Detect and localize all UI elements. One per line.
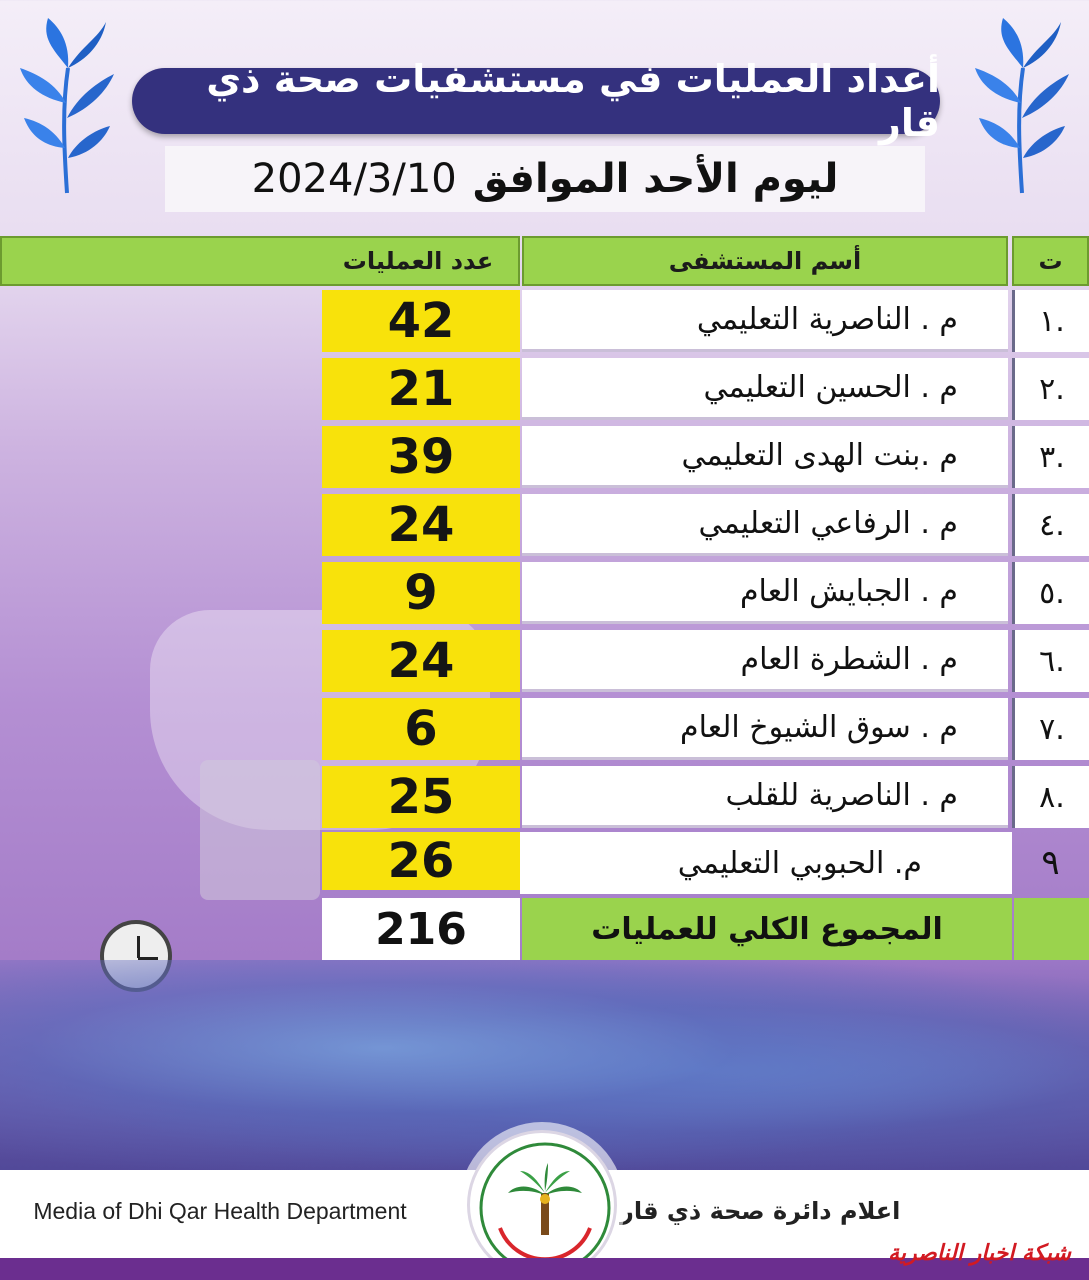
table-row (322, 832, 1089, 894)
row-index: ١. (1012, 290, 1089, 352)
operation-count: 6 (322, 698, 520, 760)
date-line (165, 146, 925, 212)
total-label: المجموع الكلي للعمليات (522, 898, 1012, 960)
operation-count: 24 (322, 630, 520, 692)
table-row (322, 766, 1089, 828)
monitor-shape (200, 760, 320, 900)
hospital-name: م . الناصرية التعليمي (522, 290, 1008, 352)
table-header (0, 236, 1089, 286)
row-index: ٤. (1012, 494, 1089, 556)
table-row (322, 698, 1089, 760)
page-title: أعداد العمليات في مستشفيات صحة ذي قار (132, 68, 940, 134)
hospital-name: م . سوق الشيوخ العام (522, 698, 1008, 760)
header-hospital: أسم المستشفى (522, 236, 1008, 286)
table-row (322, 630, 1089, 692)
total-row (322, 898, 1089, 960)
row-index: ٧. (1012, 698, 1089, 760)
table-row (322, 358, 1089, 420)
hospital-name: م . الناصرية للقلب (522, 766, 1008, 828)
table-row (322, 290, 1089, 352)
hospital-name: م . الشطرة العام (522, 630, 1008, 692)
header-count (0, 236, 520, 286)
date-value: 2024/3/10 (251, 156, 457, 202)
operation-count: 9 (322, 562, 520, 624)
footer-arabic-text: اعلام دائرة صحة ذي قار (620, 1197, 901, 1225)
table-row (322, 494, 1089, 556)
operation-count: 25 (322, 766, 520, 828)
hospital-name: م . الحسين التعليمي (522, 358, 1008, 420)
footer-english-text: Media of Dhi Qar Health Department (33, 1197, 407, 1224)
row-index: ٦. (1012, 630, 1089, 692)
row-index: ٥. (1012, 562, 1089, 624)
total-value: 216 (322, 898, 520, 960)
table-row (322, 562, 1089, 624)
hospital-name: م. الحبوبي التعليمي (520, 832, 1012, 894)
hospital-name: م .بنت الهدى التعليمي (522, 426, 1008, 488)
operation-count: 21 (322, 358, 520, 420)
header-index: ت (1012, 236, 1089, 286)
operation-count: 24 (322, 494, 520, 556)
flower-ornament-left-icon (12, 8, 122, 198)
row-index: ٢. (1012, 358, 1089, 420)
operation-count: 42 (322, 290, 520, 352)
watermark-text: شبكة اخبار الناصرية (888, 1240, 1071, 1266)
hospital-name: م . الجبايش العام (522, 562, 1008, 624)
header-count-label: عدد العمليات (342, 247, 494, 275)
row-index: ٣. (1012, 426, 1089, 488)
row-index: ٩ (1041, 843, 1060, 883)
flower-ornament-right-icon (967, 8, 1077, 198)
row-index: ٨. (1012, 766, 1089, 828)
table-row (322, 426, 1089, 488)
hospital-name: م . الرفاعي التعليمي (522, 494, 1008, 556)
day-label: ليوم الأحد الموافق (472, 156, 839, 202)
total-index-cell (1014, 898, 1089, 960)
operation-count: 39 (322, 426, 520, 488)
operation-count: 26 (322, 832, 520, 890)
